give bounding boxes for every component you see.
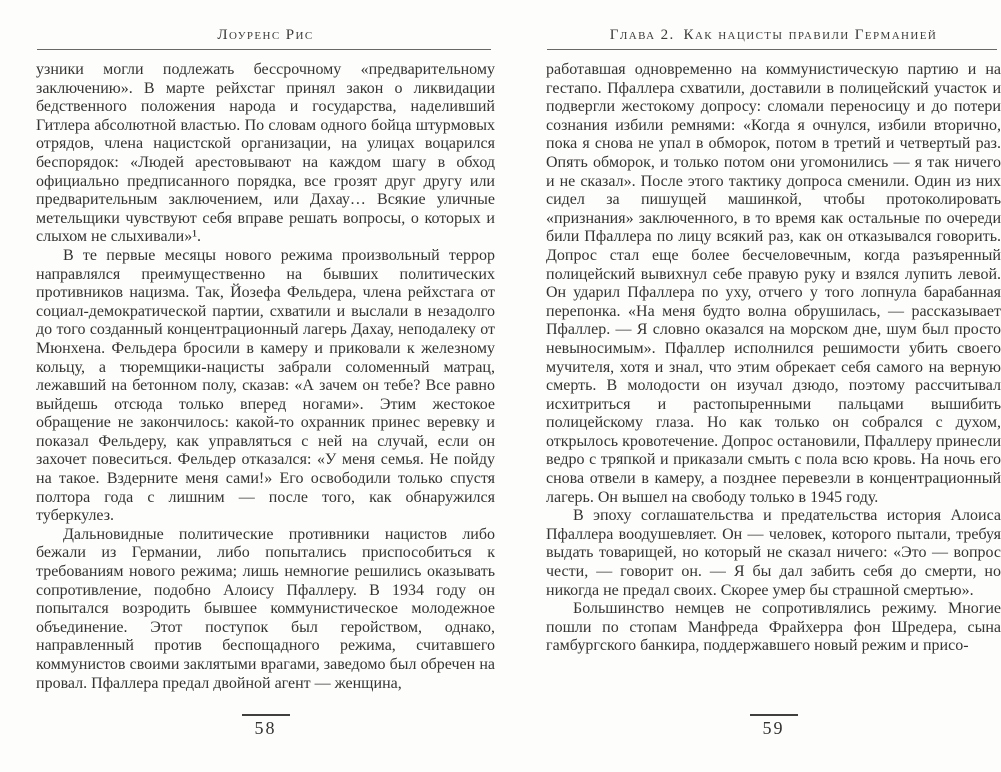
page-number: 59 (762, 718, 785, 738)
page-body (36, 61, 495, 694)
right-page (546, 0, 1001, 772)
left-page (36, 0, 495, 772)
paragraph: узники могли подлежать бессрочному «предварительному заключению». В марте рейхстаг принял закон о ликвидации бедственного положения народа и государства, наделивший Гитлера абсолютной властью. По словам одного бойца штурмовых отрядов, члена нацистской организации, на улицах воцарился беспорядок: «Людей арестовывают на каждом шагу в обход официально предписанного порядка, все грозят друг другу или предварительным заключением, или Дахау… Всякие уличные метельщики чувствуют себя вправе решать вопросы, о которых и слыхом не слыхивали»¹. (36, 61, 495, 246)
paragraph: В те первые месяцы нового режима произвольный террор направлялся преимущественно на бывших политических противников нацизма. Так, Йозефа Фельдера, члена рейхстага от социал-демократической партии, схватили и выслали в незадолго до того созданный концентрационный лагерь Дахау, неподалеку от Мюнхена. Фельдера бросили в камеру и приковали к железному кольцу, а тюремщики-нацисты забрали соломенный матрац, лежавший на бетонном полу, сказав: «А зачем он тебе? Все равно выйдешь отсюда только вперед ногами». Этим жестокое обращение не закончилось: какой-то охранник принес веревку и показал Фельдеру, как управляться с ней на случай, если он захочет повеситься. Фельдер отказался: «У меня семья. Не пойду на такое. Вздерните меня сами!» Его освободили только спустя полтора года с лишним — после того, как обнаружился туберкулез. (36, 246, 495, 525)
footer-rule (242, 714, 290, 716)
header-rule (547, 49, 997, 50)
paragraph: В эпоху соглашательства и предательства история Алоиса Пфаллера воодушевляет. Он — человек, которого пытали, требуя выдать товарищей, но который не сказал ничего: «Это — вопрос чести, — говорит он. — Я бы дал забить себя до смерти, но никогда не предал своих. Скорее умер бы страшной смертью». (546, 507, 1001, 599)
paragraph: работавшая одновременно на коммунистическую партию и на гестапо. Пфаллера схватили, доставили в полицейский участок и подвергли жестокому допросу: сломали переносицу и до потери сознания избили ремнями: «Когда я очнулся, избили вторично, пока я снова не упал в обморок, потом в третий и четвертый раз. Опять обморок, и только потом они угомонились — я так ничего и не сказал». После этого тактику допроса сменили. Один из них сидел за пишущей машинкой, чтобы протоколировать «признания» заключенного, в то время как остальные по очереди били Пфаллера по лицу всякий раз, как он отказывался говорить. Допрос стал еще более бесчеловечным, когда разъяренный полицейский вывихнул себе правую руку и взялся лупить левой. Он ударил Пфаллера по уху, отчего у того лопнула барабанная перепонка. «На меня будто волна обрушилась, — рассказывает Пфаллер. — Я словно оказался на морском дне, шум был просто невыносимым». Пфаллер исполнился решимости убить своего мучителя, хотя и знал, что этим обрекает себя самого на верную смерть. В молодости он изучал дзюдо, поэтому рассчитывал исхитриться и растопыренными пальцами вышибить полицейскому глаза. Но как только он собрался с духом, открылось кровотечение. Допрос остановили, Пфаллеру принесли ведро с тряпкой и приказали смыть с пола всю кровь. На ночь его снова отвели в камеру, а позднее перевезли в концентрационный лагерь. Он вышел на свободу только в 1945 году. (546, 61, 1001, 506)
running-header-chapter: Глава 2. Как нацисты правили Германией (609, 27, 938, 43)
page-footer (546, 714, 1001, 739)
page-number: 58 (254, 718, 277, 738)
footer-rule (750, 714, 798, 716)
header-rule (37, 49, 491, 50)
paragraph: Большинство немцев не сопротивлялись режиму. Многие пошли по стопам Манфреда Фрайхерра фон Шредера, сына гамбургского банкира, поддержавшего новый режим и присо- (546, 600, 1001, 655)
paragraph: Дальновидные политические противники нацистов либо бежали из Германии, либо попытались приспособиться к требованиям нового режима; лишь немногие решились оказывать сопротивление, подобно Алоису Пфаллеру. В 1934 году он попытался возродить бывшее коммунистическое молодежное объединение. Этот поступок был геройством, однако, направленный против беспощадного режима, считавшего коммунистов своими заклятыми врагами, заведомо был обречен на провал. Пфаллера предал двойной агент — женщина, (36, 525, 495, 692)
page-body (546, 61, 1001, 694)
page-footer (36, 714, 495, 739)
running-header-author: Лоуренс Рис (217, 27, 314, 43)
